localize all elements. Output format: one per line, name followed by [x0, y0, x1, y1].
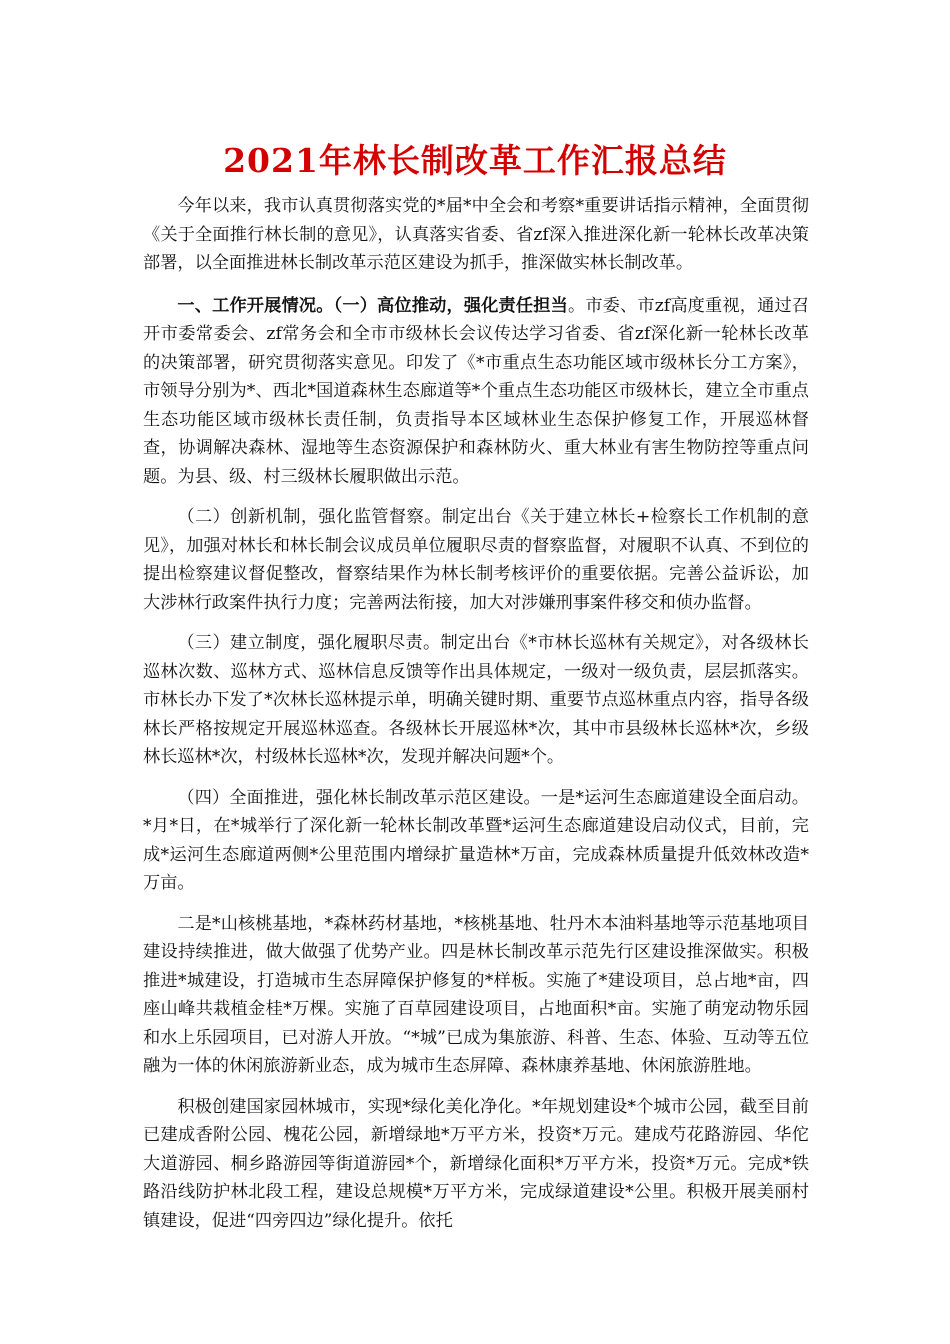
paragraph-bases	[143, 910, 809, 1081]
paragraph-text: （三）建立制度，强化履职尽责。制定出台《*市林长巡林有关规定》，对各级林长巡林次数、巡林方式、巡林信息反馈等作出具体规定，一级对一级负责，层层抓落实。市林长办下发了*次林长巡林提示单，明确关键时期、重要节点巡林重点内容，指导各级林长严格按规定开展巡林巡查。各级林长开展巡林*次，其中市县级林长巡林*次，乡级林长巡林*次，村级林长巡林*次，发现并解决问题*个。	[143, 633, 809, 767]
paragraph-text: 积极创建国家园林城市，实现*绿化美化净化。*年规划建设*个城市公园，截至目前已建成香附公园、槐花公园，新增绿地*万平方米，投资*万元。建成芍花路游园、华佗大道游园、桐乡路游园等街道游园*个，新增绿化面积*万平方米，投资*万元。完成*铁路沿线防护林北段工程，建设总规模*万平方米，完成绿道建设*公里。积极开展美丽村镇建设，促进“四旁四边”绿化提升。依托	[143, 1096, 809, 1231]
paragraph-garden-city	[143, 1093, 809, 1236]
paragraph-section-one	[143, 292, 809, 492]
paragraph-mechanism	[143, 503, 809, 617]
paragraph-demonstration	[143, 784, 809, 898]
paragraph-lead-heading: 一、工作开展情况。（一）高位推动，强化责任担当	[177, 295, 568, 316]
paragraph-system	[143, 629, 809, 772]
paragraph-text: 二是*山核桃基地，*森林药材基地，*核桃基地、牡丹木本油料基地等示范基地项目建设持续推进，做大做强了优势产业。四是林长制改革示范先行区建设推深做实。积极推进*城建设，打造城市生态屏障保护修复的*样板。实施了*建设项目，总占地*亩，四座山峰共栽植金桂*万棵。实施了百草园建设项目，占地面积*亩。实施了萌宠动物乐园和水上乐园项目，已对游人开放。“*城”已成为集旅游、科普、生态、体验、互动等五位融为一体的休闲旅游新业态，成为城市生态屏障、森林康养基地、休闲旅游胜地。	[143, 913, 809, 1076]
paragraph-text: 。市委、市zf高度重视，通过召开市委常委会、zf常务会和全市市级林长会议传达学习省委、省zf深化新一轮林长改革的决策部署，研究贯彻落实意见。印发了《*市重点生态功能区域市级林长分工方案》，市领导分别为*、西北*国道森林生态廊道等*个重点生态功能区市级林长，建立全市重点生态功能区域市级林长责任制，负责指导本区域林业生态保护修复工作，开展巡林督查，协调解决森林、湿地等生态资源保护和森林防火、重大林业有害生物防控等重点问题。为县、级、村三级林长履职做出示范。	[143, 295, 810, 487]
paragraph-text: 今年以来，我市认真贯彻落实党的*届*中全会和考察*重要讲话指示精神，全面贯彻《关于全面推行林长制的意见》，认真落实省委、省zf深入推进深化新一轮林长改革决策部署，以全面推进林长制改革示范区建设为抓手，推深做实林长制改革。	[143, 196, 809, 273]
document-body	[143, 192, 809, 1247]
document-title: 2021年林长制改革工作汇报总结	[223, 141, 727, 180]
paragraph-intro	[143, 192, 809, 278]
paragraph-text: （四）全面推进，强化林长制改革示范区建设。一是*运河生态廊道建设全面启动。*月*日，在*城举行了深化新一轮林长制改革暨*运河生态廊道建设启动仪式，目前，完成*运河生态廊道两侧*公里范围内增绿扩量造林*万亩，完成森林质量提升低效林改造*万亩。	[143, 787, 809, 893]
paragraph-text: （二）创新机制，强化监管督察。制定出台《关于建立林长+检察长工作机制的意见》，加强对林长和林长制会议成员单位履职尽责的督察监督，对履职不认真、不到位的提出检察建议督促整改，督察结果作为林长制考核评价的重要依据。完善公益诉讼，加大涉林行政案件执行力度；完善两法衔接，加大对涉嫌刑事案件移交和侦办监督。	[143, 507, 809, 613]
